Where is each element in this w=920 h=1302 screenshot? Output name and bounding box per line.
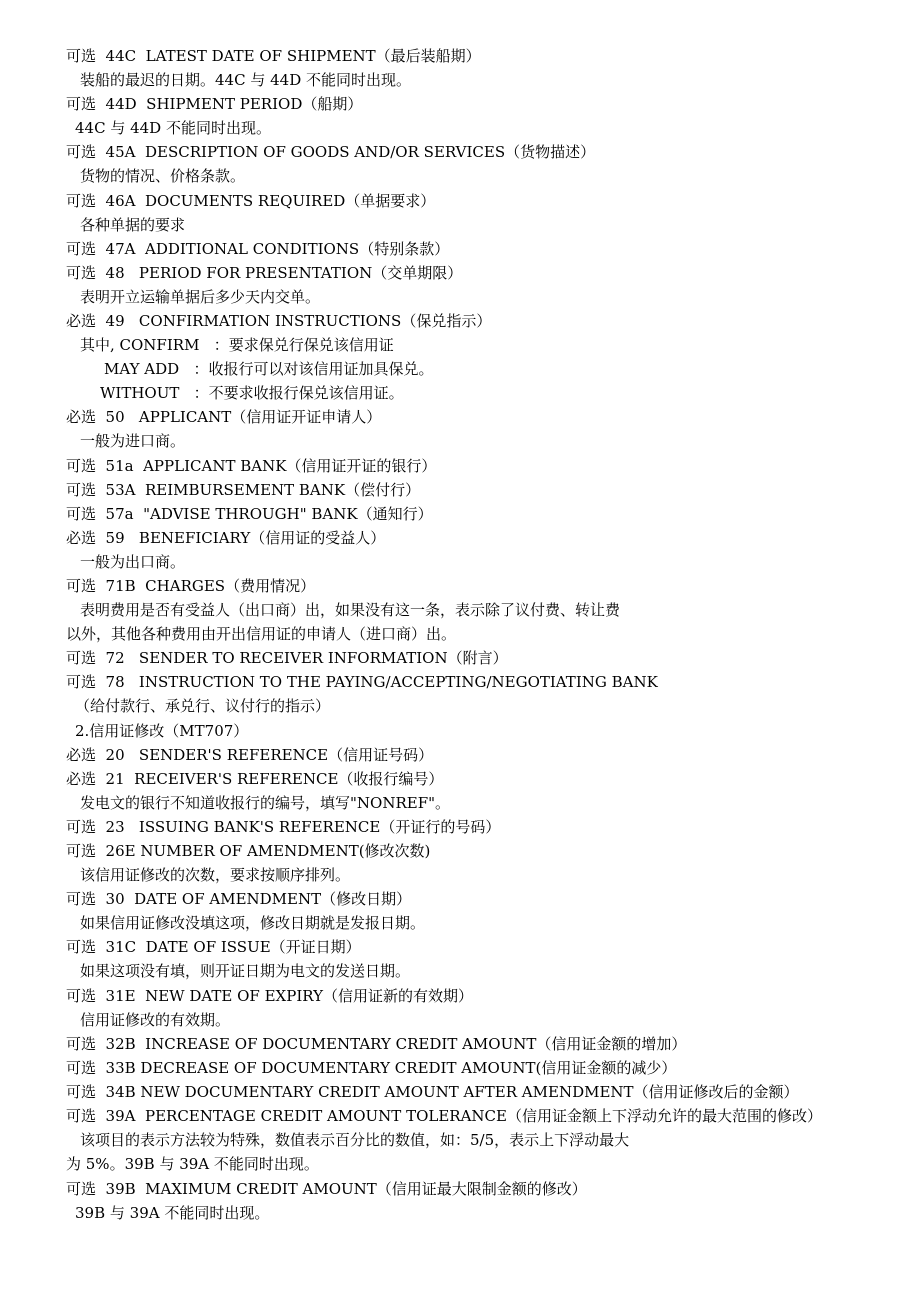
field-31e-note: 信用证修改的有效期。 — [80, 1011, 231, 1029]
field-31c-heading: 可选 31C DATE OF ISSUE（开证日期） — [66, 938, 361, 956]
field-59-note: 一般为出口商。 — [80, 553, 186, 571]
field-23-heading: 可选 23 ISSUING BANK'S REFERENCE（开证行的号码） — [66, 818, 501, 836]
field-45a-note: 货物的情况、价格条款。 — [80, 167, 246, 185]
field-21-note: 发电文的银行不知道收报行的编号，填写"NONREF"。 — [80, 794, 450, 812]
field-33b-heading: 可选 33B DECREASE OF DOCUMENTARY CREDIT AMOUNT(信用证金额的减少） — [66, 1059, 677, 1077]
field-21-heading: 必选 21 RECEIVER'S REFERENCE（收报行编号） — [66, 770, 444, 788]
field-71b-heading: 可选 71B CHARGES（费用情况） — [66, 577, 316, 595]
field-72-heading: 可选 72 SENDER TO RECEIVER INFORMATION（附言） — [66, 649, 508, 667]
field-51a-heading: 可选 51a APPLICANT BANK（信用证开证的银行） — [66, 457, 437, 475]
field-49-may-add: MAY ADD ：收报行可以对该信用证加具保兑。 — [104, 360, 434, 378]
field-50-note: 一般为进口商。 — [80, 432, 186, 450]
field-32b-heading: 可选 32B INCREASE OF DOCUMENTARY CREDIT AMOUNT（信用证金额的增加） — [66, 1035, 687, 1053]
field-45a-heading: 可选 45A DESCRIPTION OF GOODS AND/OR SERVICES（货物描述） — [66, 143, 596, 161]
field-49-heading: 必选 49 CONFIRMATION INSTRUCTIONS（保兑指示） — [66, 312, 492, 330]
field-20-heading: 必选 20 SENDER'S REFERENCE（信用证号码） — [66, 746, 434, 764]
field-53a-heading: 可选 53A REIMBURSEMENT BANK（偿付行） — [66, 481, 421, 499]
field-78-note: （给付款行、承兑行、议付行的指示） — [75, 697, 331, 715]
field-44d-note: 44C 与 44D 不能同时出现。 — [75, 119, 271, 137]
field-39a-note-2: 为 5%。39B 与 39A 不能同时出现。 — [66, 1155, 319, 1173]
field-26e-heading: 可选 26E NUMBER OF AMENDMENT(修改次数) — [66, 842, 431, 860]
field-59-heading: 必选 59 BENEFICIARY（信用证的受益人） — [66, 529, 386, 547]
field-44d-heading: 可选 44D SHIPMENT PERIOD（船期） — [66, 95, 363, 113]
field-30-note: 如果信用证修改没填这项，修改日期就是发报日期。 — [80, 914, 426, 932]
field-46a-note: 各种单据的要求 — [80, 216, 186, 234]
field-26e-note: 该信用证修改的次数，要求按顺序排列。 — [80, 866, 351, 884]
field-39b-note: 39B 与 39A 不能同时出现。 — [75, 1204, 270, 1222]
field-47a-heading: 可选 47A ADDITIONAL CONDITIONS（特别条款） — [66, 240, 450, 258]
field-31e-heading: 可选 31E NEW DATE OF EXPIRY（信用证新的有效期） — [66, 987, 473, 1005]
field-78-heading: 可选 78 INSTRUCTION TO THE PAYING/ACCEPTING/NEGOTIATING BANK — [66, 673, 658, 691]
field-49-confirm: 其中, CONFIRM ：要求保兑行保兑该信用证 — [80, 336, 394, 354]
field-57a-heading: 可选 57a "ADVISE THROUGH" BANK（通知行） — [66, 505, 433, 523]
field-44c-note: 装船的最迟的日期。44C 与 44D 不能同时出现。 — [80, 71, 411, 89]
field-30-heading: 可选 30 DATE OF AMENDMENT（修改日期） — [66, 890, 412, 908]
field-48-heading: 可选 48 PERIOD FOR PRESENTATION（交单期限） — [66, 264, 463, 282]
field-39a-heading: 可选 39A PERCENTAGE CREDIT AMOUNT TOLERANCE（信用证金额上下浮动允许的最大范围的修改） — [66, 1107, 822, 1125]
section-heading-mt707: 2.信用证修改（MT707） — [75, 722, 249, 740]
field-31c-note: 如果这项没有填，则开证日期为电文的发送日期。 — [80, 962, 411, 980]
field-39b-heading: 可选 39B MAXIMUM CREDIT AMOUNT（信用证最大限制金额的修改） — [66, 1180, 587, 1198]
field-39a-note-1: 该项目的表示方法较为特殊，数值表示百分比的数值，如：5/5，表示上下浮动最大 — [80, 1131, 630, 1149]
field-49-without: WITHOUT ：不要求收报行保兑该信用证。 — [100, 384, 404, 402]
field-71b-note-1: 表明费用是否有受益人（出口商）出，如果没有这一条，表示除了议付费、转让费 — [80, 601, 621, 619]
field-50-heading: 必选 50 APPLICANT（信用证开证申请人） — [66, 408, 382, 426]
field-44c-heading: 可选 44C LATEST DATE OF SHIPMENT（最后装船期） — [66, 47, 481, 65]
field-71b-note-2: 以外，其他各种费用由开出信用证的申请人（进口商）出。 — [66, 625, 457, 643]
field-48-note: 表明开立运输单据后多少天内交单。 — [80, 288, 321, 306]
field-34b-heading: 可选 34B NEW DOCUMENTARY CREDIT AMOUNT AFTER AMENDMENT（信用证修改后的金额） — [66, 1083, 799, 1101]
field-46a-heading: 可选 46A DOCUMENTS REQUIRED（单据要求） — [66, 192, 436, 210]
